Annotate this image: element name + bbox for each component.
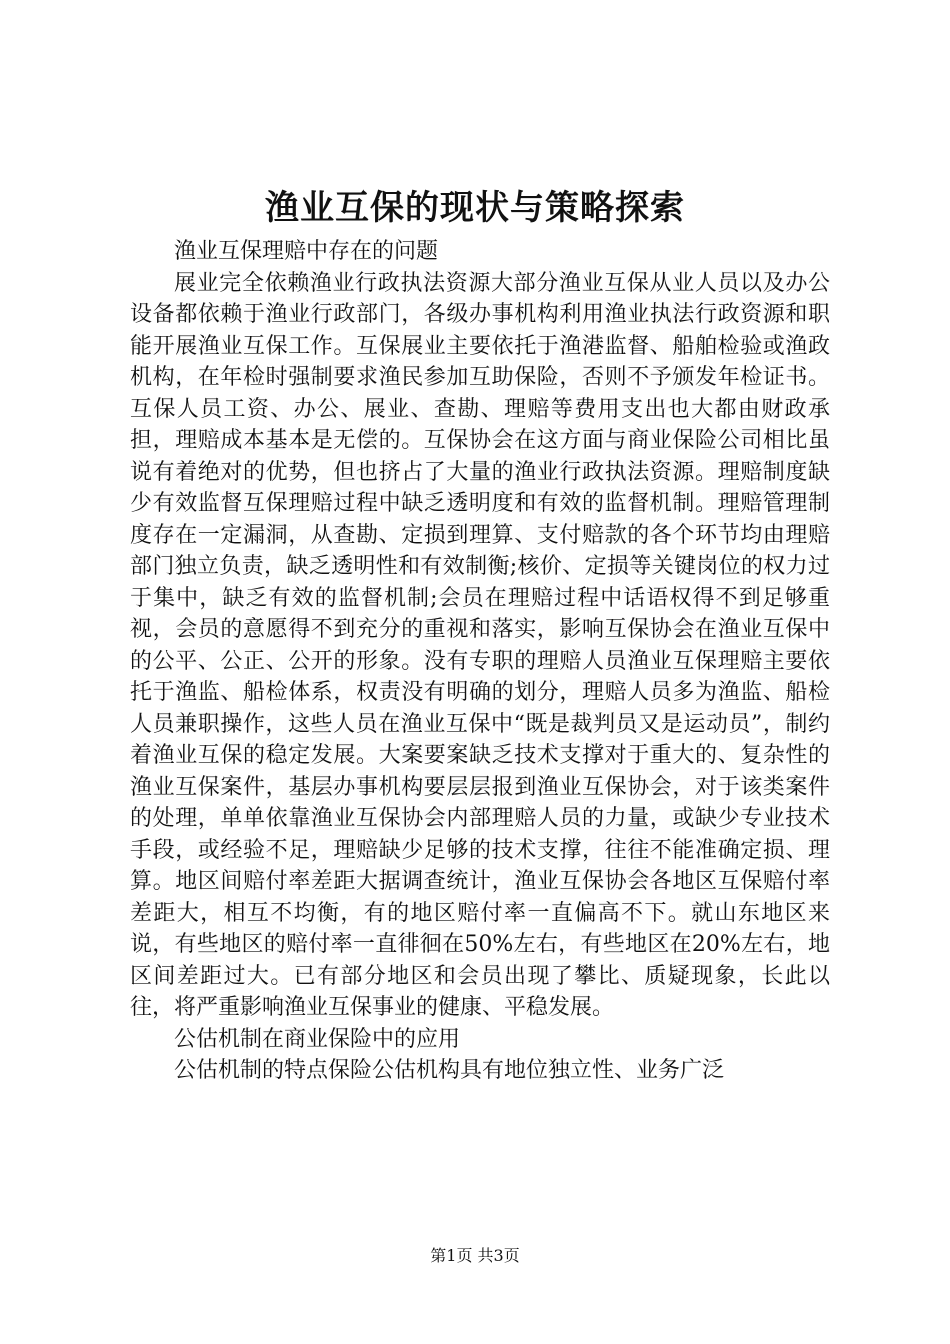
body-paragraph: 公估机制的特点保险公估机构具有地位独立性、业务广泛 (174, 1058, 725, 1083)
document-body (130, 236, 830, 1087)
section-heading: 公估机制在商业保险中的应用 (174, 1026, 461, 1052)
document-title: 渔业互保的现状与策略探索 (265, 188, 685, 228)
section-heading: 渔业互保理赔中存在的问题 (174, 239, 439, 264)
page-footer: 第1页 共3页 (430, 1246, 520, 1265)
body-paragraph: 展业完全依赖渔业行政执法资源大部分渔业互保从业人员以及办公设备都依赖于渔业行政部门，各级办事机构利用渔业执法行政资源和职能开展渔业互保工作。互保展业主要依托于渔港监督、船舶检验或渔政机构，在年检时强制要求渔民参加互助保险，否则不予颁发年检证书。互保人员工资、办公、展业、查勘、理赔等费用支出也大都由财政承担，理赔成本基本是无偿的。互保协会在这方面与商业保险公司相比虽说有着绝对的优势，但也挤占了大量的渔业行政执法资源。理赔制度缺少有效监督互保理赔过程中缺乏透明度和有效的监督机制。理赔管理制度存在一定漏洞，从查勘、定损到理算、支付赔款的各个环节均由理赔部门独立负责，缺乏透明性和有效制衡;核价、定损等关键岗位的权力过于集中，缺乏有效的监督机制;会员在理赔过程中话语权得不到足够重视，会员的意愿得不到充分的重视和落实，影响互保协会在渔业互保中的公平、公正、公开的形象。没有专职的理赔人员渔业互保理赔主要依托于渔监、船检体系，权责没有明确的划分，理赔人员多为渔监、船检人员兼职操作，这些人员在渔业互保中“既是裁判员又是运动员”，制约着渔业互保的稳定发展。大案要案缺乏技术支撑对于重大的、复杂性的渔业互保案件，基层办事机构要层层报到渔业互保协会，对于该类案件的处理，单单依靠渔业互保协会内部理赔人员的力量，或缺少专业技术手段，或经验不足，理赔缺少足够的技术支撑，往往不能准确定损、理算。地区间赔付率差距大据调查统计，渔业互保协会各地区互保赔付率差距大，相互不均衡，有的地区赔付率一直偏高不下。就山东地区来说，有些地区的赔付率一直徘徊在50%左右，有些地区在20%左右，地区间差距过大。已有部分地区和会员出现了攀比、质疑现象，长此以往，将严重影响渔业互保事业的健康、平稳发展。 (130, 270, 830, 1020)
